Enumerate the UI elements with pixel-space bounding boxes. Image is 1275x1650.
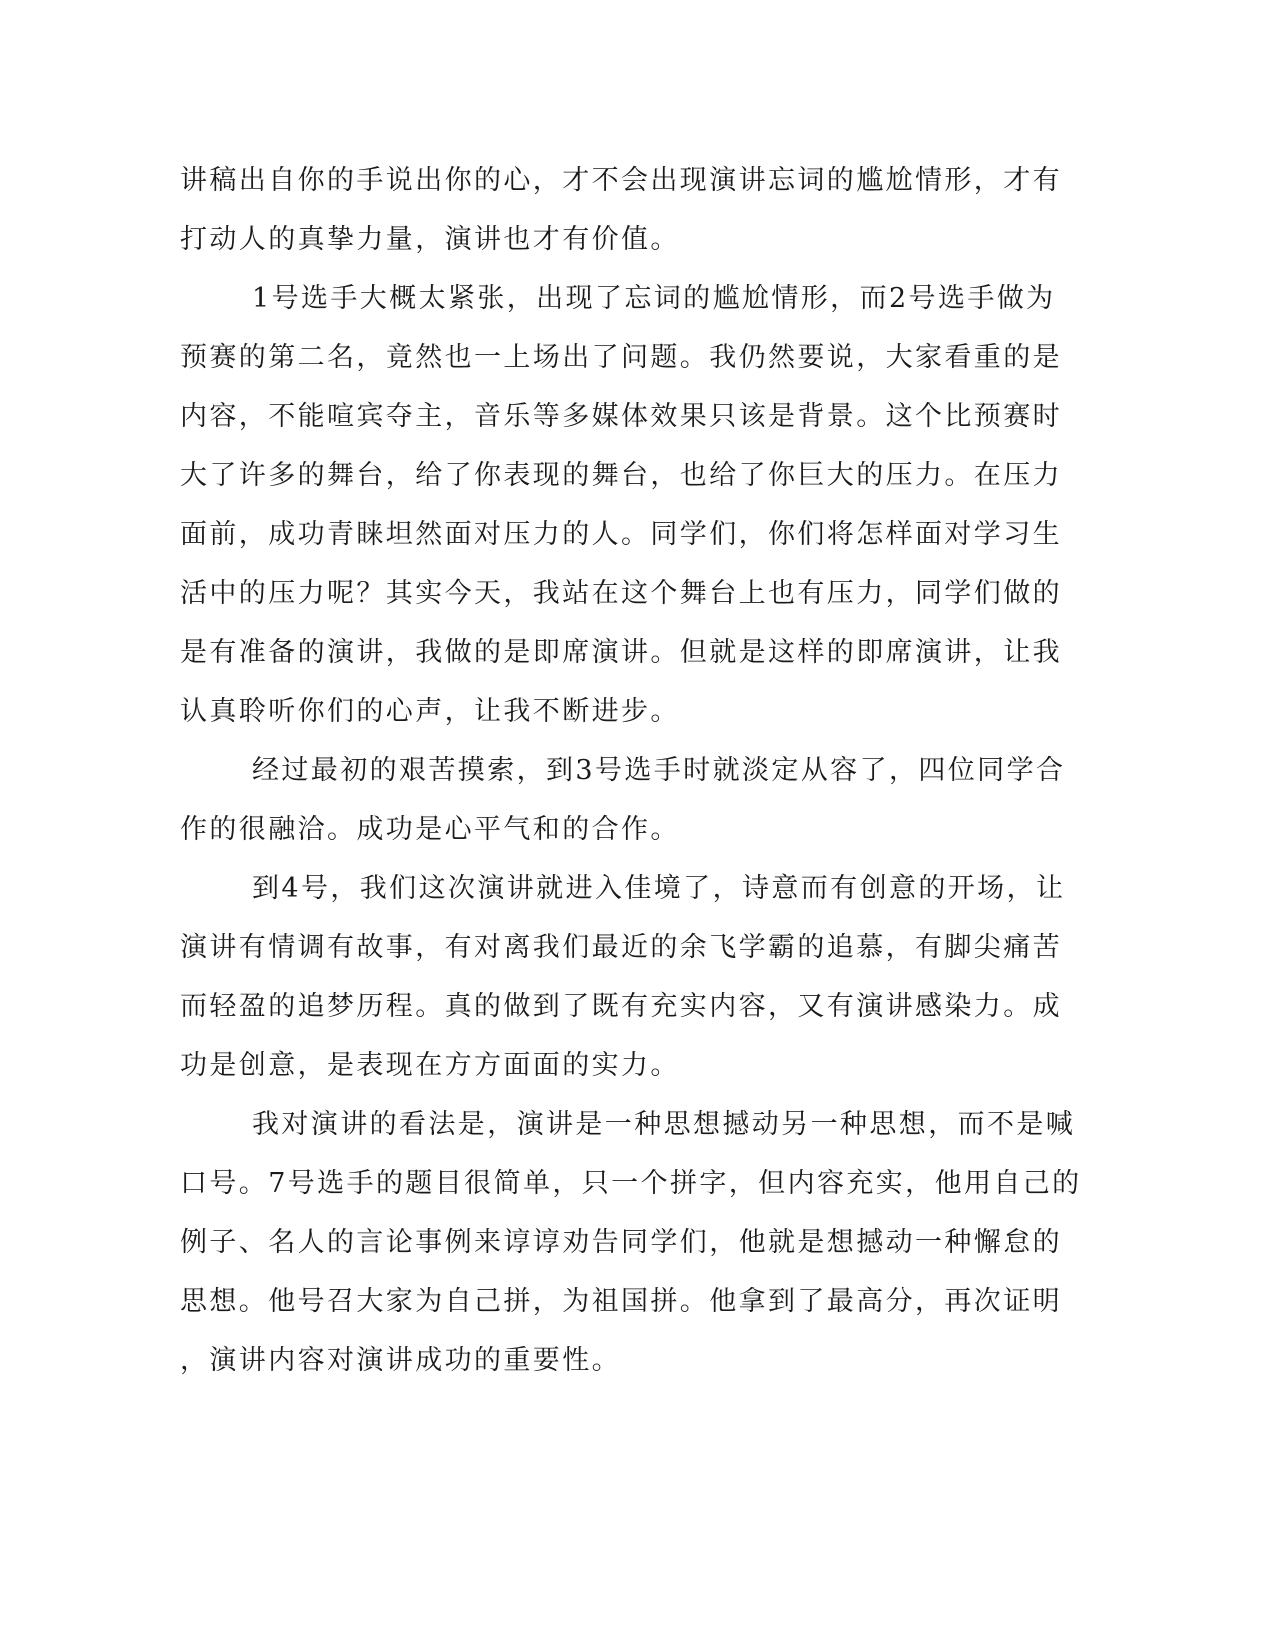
paragraph-first-line: 1号选手大概太紧张，出现了忘词的尴尬情形，而2号选手做为 xyxy=(252,283,1056,314)
text-line: 讲稿出自你的手说出你的心，才不会出现演讲忘词的尴尬情形，才有 xyxy=(180,165,1062,196)
text-line: 例子、名人的言论事例来谆谆劝告同学们，他就是想撼动一种懈怠的 xyxy=(180,1227,1062,1258)
paragraph-first-line: 我对演讲的看法是，演讲是一种思想撼动另一种思想，而不是喊 xyxy=(252,1109,1076,1140)
text-line: 作的很融洽。成功是心平气和的合作。 xyxy=(180,814,680,845)
text-line: 预赛的第二名，竟然也一上场出了问题。我仍然要说，大家看重的是 xyxy=(180,342,1062,373)
text-line: 活中的压力呢？其实今天，我站在这个舞台上也有压力，同学们做的 xyxy=(180,578,1062,609)
text-line: 是有准备的演讲，我做的是即席演讲。但就是这样的即席演讲，让我 xyxy=(180,637,1062,668)
text-line: 内容，不能喧宾夺主，音乐等多媒体效果只该是背景。这个比预赛时 xyxy=(180,401,1062,432)
text-line: 大了许多的舞台，给了你表现的舞台，也给了你巨大的压力。在压力 xyxy=(180,460,1062,491)
text-line: 面前，成功青睐坦然面对压力的人。同学们，你们将怎样面对学习生 xyxy=(180,519,1062,550)
paragraph-first-line: 经过最初的艰苦摸索，到3号选手时就淡定从容了，四位同学合 xyxy=(252,755,1066,786)
text-line: 口号。7号选手的题目很简单，只一个拼字，但内容充实，他用自己的 xyxy=(180,1168,1082,1199)
text-line: 打动人的真挚力量，演讲也才有价值。 xyxy=(180,224,680,255)
text-line: 演讲有情调有故事，有对离我们最近的余飞学霸的追慕，有脚尖痛苦 xyxy=(180,932,1062,963)
text-line: ，演讲内容对演讲成功的重要性。 xyxy=(180,1345,621,1376)
text-line: 而轻盈的追梦历程。真的做到了既有充实内容，又有演讲感染力。成 xyxy=(180,991,1062,1022)
paragraph-first-line: 到4号，我们这次演讲就进入佳境了，诗意而有创意的开场，让 xyxy=(252,873,1066,904)
text-line: 认真聆听你们的心声，让我不断进步。 xyxy=(180,696,680,727)
text-line: 思想。他号召大家为自己拼，为祖国拼。他拿到了最高分，再次证明 xyxy=(180,1286,1062,1317)
text-line: 功是创意，是表现在方方面面的实力。 xyxy=(180,1050,680,1081)
